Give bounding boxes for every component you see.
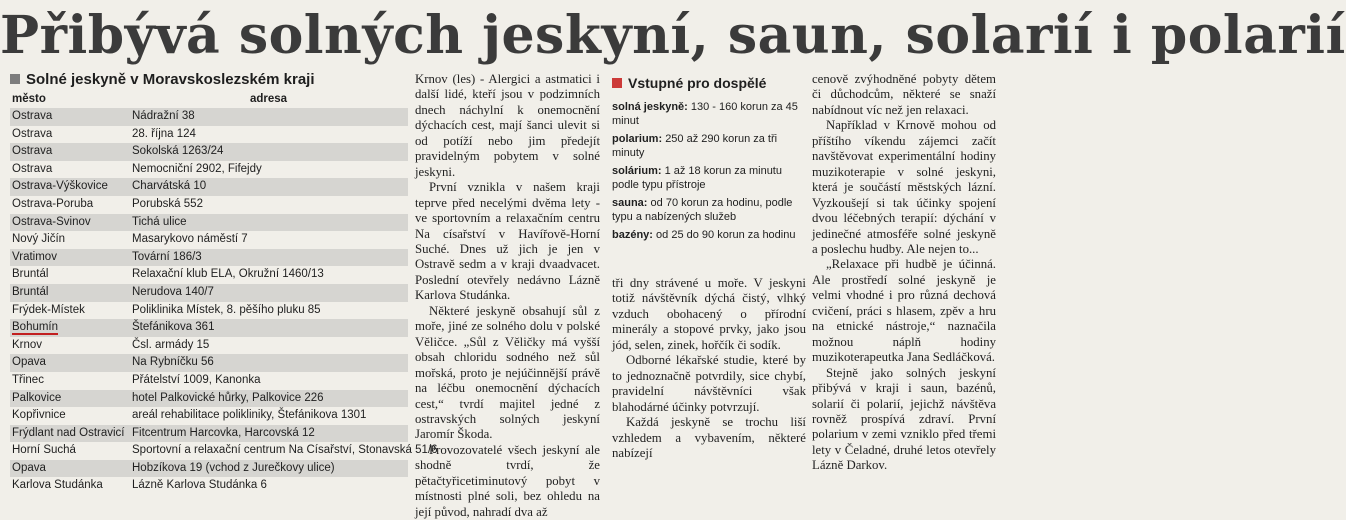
- paragraph: Krnov (les) - Alergici a astmatici i další lidé, kteří jsou v podzimních dnech náchylní k onemocnění dýchacích cest, mají šanci ulevit si od potíží nebo jim předejít pravidelným pobytem v solné jeskyni.: [415, 72, 600, 179]
- city-cell: Ostrava: [12, 127, 53, 140]
- price-item: [612, 196, 806, 224]
- city-cell: Frýdek-Místek: [12, 303, 85, 316]
- table-row: [10, 161, 408, 179]
- table-row: [10, 178, 408, 196]
- address-cell: Na Rybníčku 56: [132, 356, 214, 369]
- square-bullet-icon: [612, 78, 622, 88]
- table-row: [10, 302, 408, 320]
- paragraph: První vznikla v našem kraji teprve před necelými dvěma lety - ve sportovním a relaxačním centru Na císařství v Havířově-Horní Suché. Dnes už jich je jen v Ostravě sedm a v kraji dvaadvacet. Poslední otevřely nedávno Lázně Karlova Studánka.: [415, 180, 600, 303]
- city-cell: Ostrava: [12, 145, 53, 158]
- table-row: [10, 231, 408, 249]
- table-row: [10, 126, 408, 144]
- city-cell: Vratimov: [12, 250, 57, 263]
- paragraph: „Relaxace při hudbě je účinná. Ale prostředí solné jeskyně je velmi vhodné i pro různá dechová cvičení, práci s hlasem, zpěv a hru na etnické nástroje,“ naznačila možnou náplň hodiny muzikoterapeutka Jana Sedláčková.: [812, 257, 996, 365]
- headline: Přibývá solných jeskyní, saun, solarií i polarií: [0, 5, 1346, 66]
- address-cell: Nemocniční 2902, Fifejdy: [132, 162, 262, 175]
- city-cell: Ostrava: [12, 110, 53, 122]
- table-row: [10, 143, 408, 161]
- table-row: [10, 354, 408, 372]
- address-cell: Čsl. armády 15: [132, 338, 210, 351]
- address-cell: Masarykovo náměstí 7: [132, 233, 248, 246]
- price-label: sauna:: [612, 197, 648, 209]
- column-header-address: adresa: [250, 93, 288, 105]
- address-cell: Přátelství 1009, Kanonka: [132, 373, 261, 386]
- table-row: [10, 477, 408, 495]
- city-cell: Opava: [12, 461, 46, 474]
- table-row: [10, 319, 408, 337]
- city-cell: Bruntál: [12, 285, 49, 298]
- city-cell: Bohumín: [12, 321, 59, 334]
- table-row: [10, 425, 408, 443]
- address-cell: Tovární 186/3: [132, 250, 202, 263]
- address-cell: Sportovní a relaxační centrum Na Císařství, Stonavská 51/6: [132, 444, 438, 457]
- address-cell: Sokolská 1263/24: [132, 145, 224, 158]
- paragraph: Stejně jako solných jeskyní přibývá v kraji i saun, bazénů, solarií či polarií, jejichž návštěva rovněž prospívá zdraví. První polarium v zemi vzniklo před třemi lety v Čeladné, druhé letos otevřely Lázně Darkov.: [812, 365, 996, 473]
- city-cell: Třinec: [12, 373, 44, 386]
- paragraph: tři dny strávené u moře. V jeskyni totiž návštěvník dýchá čistý, vlhký vzduch obohacený o přírodní minerály a stopové prvky, jako jsou jód, selen, zinek, hořčík či sodík.: [612, 276, 806, 352]
- price-item: [612, 228, 806, 242]
- salt-caves-table: [10, 70, 438, 492]
- city-cell: Krnov: [12, 338, 43, 351]
- table-row: [10, 249, 408, 267]
- paragraph: Provozovatelé všech jeskyní ale shodně tvrdí, že pětačtyřicetiminutový pobyt v místnosti plné soli, bez ohledu na její původ, nahradí dva až: [415, 442, 600, 519]
- table-row: [10, 266, 408, 284]
- price-text: 130 - 160 korun za 45 minut: [612, 101, 798, 127]
- price-label: bazény:: [612, 229, 653, 241]
- city-cell: Kopřivnice: [12, 409, 66, 422]
- city-cell: Opava: [12, 356, 46, 369]
- paragraph: Například v Krnově mohou od příštího víkendu zájemci začít navštěvovat experimentální hodiny muzikoterapie v solné jeskyni, která je součástí městských lázní. Vyzkoušejí si tak účinky spojení dvou léčebných terapií: dýchání v jedinečné atmosféře solné jeskyně a poslechu hudby. Ale nejen to...: [812, 118, 996, 256]
- paragraph: Odborné lékařské studie, které by to jednoznačně potvrdily, sice chybí, pravidelní návštěvníci však blahodárné účinky potvrzují.: [612, 353, 806, 414]
- address-cell: Nerudova 140/7: [132, 285, 214, 298]
- prices-title: [612, 72, 806, 94]
- address-cell: Fitcentrum Harcovka, Harcovská 12: [132, 426, 315, 439]
- price-text: 1 až 18 korun za minutu podle typu přístroje: [612, 165, 782, 191]
- city-cell: Nový Jičín: [12, 233, 66, 246]
- address-cell: Charvátská 10: [132, 180, 207, 193]
- city-cell: Palkovice: [12, 391, 62, 404]
- city-cell: Ostrava: [12, 162, 53, 175]
- address-cell: Štefánikova 361: [132, 321, 215, 334]
- address-cell: Hobzíkova 19 (vchod z Jurečkovy ulice): [132, 461, 335, 474]
- table-row: [10, 108, 408, 126]
- paragraph: Každá jeskyně se trochu liší vzhledem a vybavením, některé nabízejí: [612, 415, 806, 460]
- address-cell: Nádražní 38: [132, 110, 195, 122]
- price-label: polarium:: [612, 133, 663, 145]
- prices-title-text: Vstupné pro dospělé: [628, 75, 767, 91]
- price-label: solná jeskyně:: [612, 101, 688, 113]
- city-cell: Karlova Studánka: [12, 479, 103, 492]
- article-column-2: [415, 72, 600, 520]
- price-item: [612, 164, 806, 192]
- paragraph: cenově zvýhodněné pobyty dětem či důchodcům, některé se snaží nabídnout víc než jen relaxaci.: [812, 72, 996, 117]
- price-item: [612, 100, 806, 128]
- city-cell: Ostrava-Poruba: [12, 197, 94, 210]
- table-row: [10, 390, 408, 408]
- price-item: [612, 132, 806, 160]
- address-cell: areál rehabilitace polikliniky, Štefánikova 1301: [132, 409, 367, 422]
- city-cell: Bruntál: [12, 268, 49, 281]
- price-label: solárium:: [612, 165, 662, 177]
- paragraph: Některé jeskyně obsahují sůl z moře, jiné ze solného dolu v polské Věličce. „Sůl z Věličky má vyšší obsah chloridu sodného než sůl mořská, proto je nejúčinnější právě na léčbu onemocnění dýchacích cest,“ tvrdí majitel jedné z ostravských solných jeskyní Jaromír Škoda.: [415, 303, 600, 442]
- caves-box-title: [10, 70, 408, 90]
- price-text: od 25 do 90 korun za hodinu: [656, 229, 796, 241]
- table-row: [10, 214, 408, 232]
- price-text: od 70 korun za hodinu, podle typu a nabízených služeb: [612, 197, 793, 223]
- table-row: [10, 442, 438, 460]
- table-row: [10, 407, 408, 425]
- price-text: 250 až 290 korun za tři minuty: [612, 133, 778, 159]
- city-cell: Frýdlant nad Ostravicí: [12, 426, 125, 439]
- table-row: [10, 460, 408, 478]
- article-column-3: [612, 276, 806, 461]
- prices-box: [612, 72, 806, 246]
- address-cell: Lázně Karlova Studánka 6: [132, 479, 267, 492]
- address-cell: 28. října 124: [132, 127, 196, 140]
- table-header: [10, 90, 408, 108]
- address-cell: Tichá ulice: [132, 215, 187, 228]
- square-bullet-icon: [10, 74, 20, 84]
- caves-title-text: Solné jeskyně v Moravskoslezském kraji: [26, 71, 315, 88]
- address-cell: Relaxační klub ELA, Okružní 1460/13: [132, 268, 324, 281]
- article-column-4: [812, 72, 996, 474]
- address-cell: Porubská 552: [132, 197, 203, 210]
- table-row: [10, 337, 408, 355]
- address-cell: hotel Palkovické hůrky, Palkovice 226: [132, 391, 324, 404]
- city-cell: Ostrava-Svinov: [12, 215, 91, 228]
- table-row: [10, 372, 408, 390]
- city-cell: Horní Suchá: [12, 444, 76, 457]
- city-cell: Ostrava-Výškovice: [12, 180, 108, 193]
- price-list: [612, 100, 806, 242]
- table-row: [10, 284, 408, 302]
- table-row: [10, 196, 408, 214]
- address-cell: Poliklinika Místek, 8. pěšího pluku 85: [132, 303, 321, 316]
- column-header-city: město: [12, 93, 46, 105]
- table-body: [10, 108, 438, 495]
